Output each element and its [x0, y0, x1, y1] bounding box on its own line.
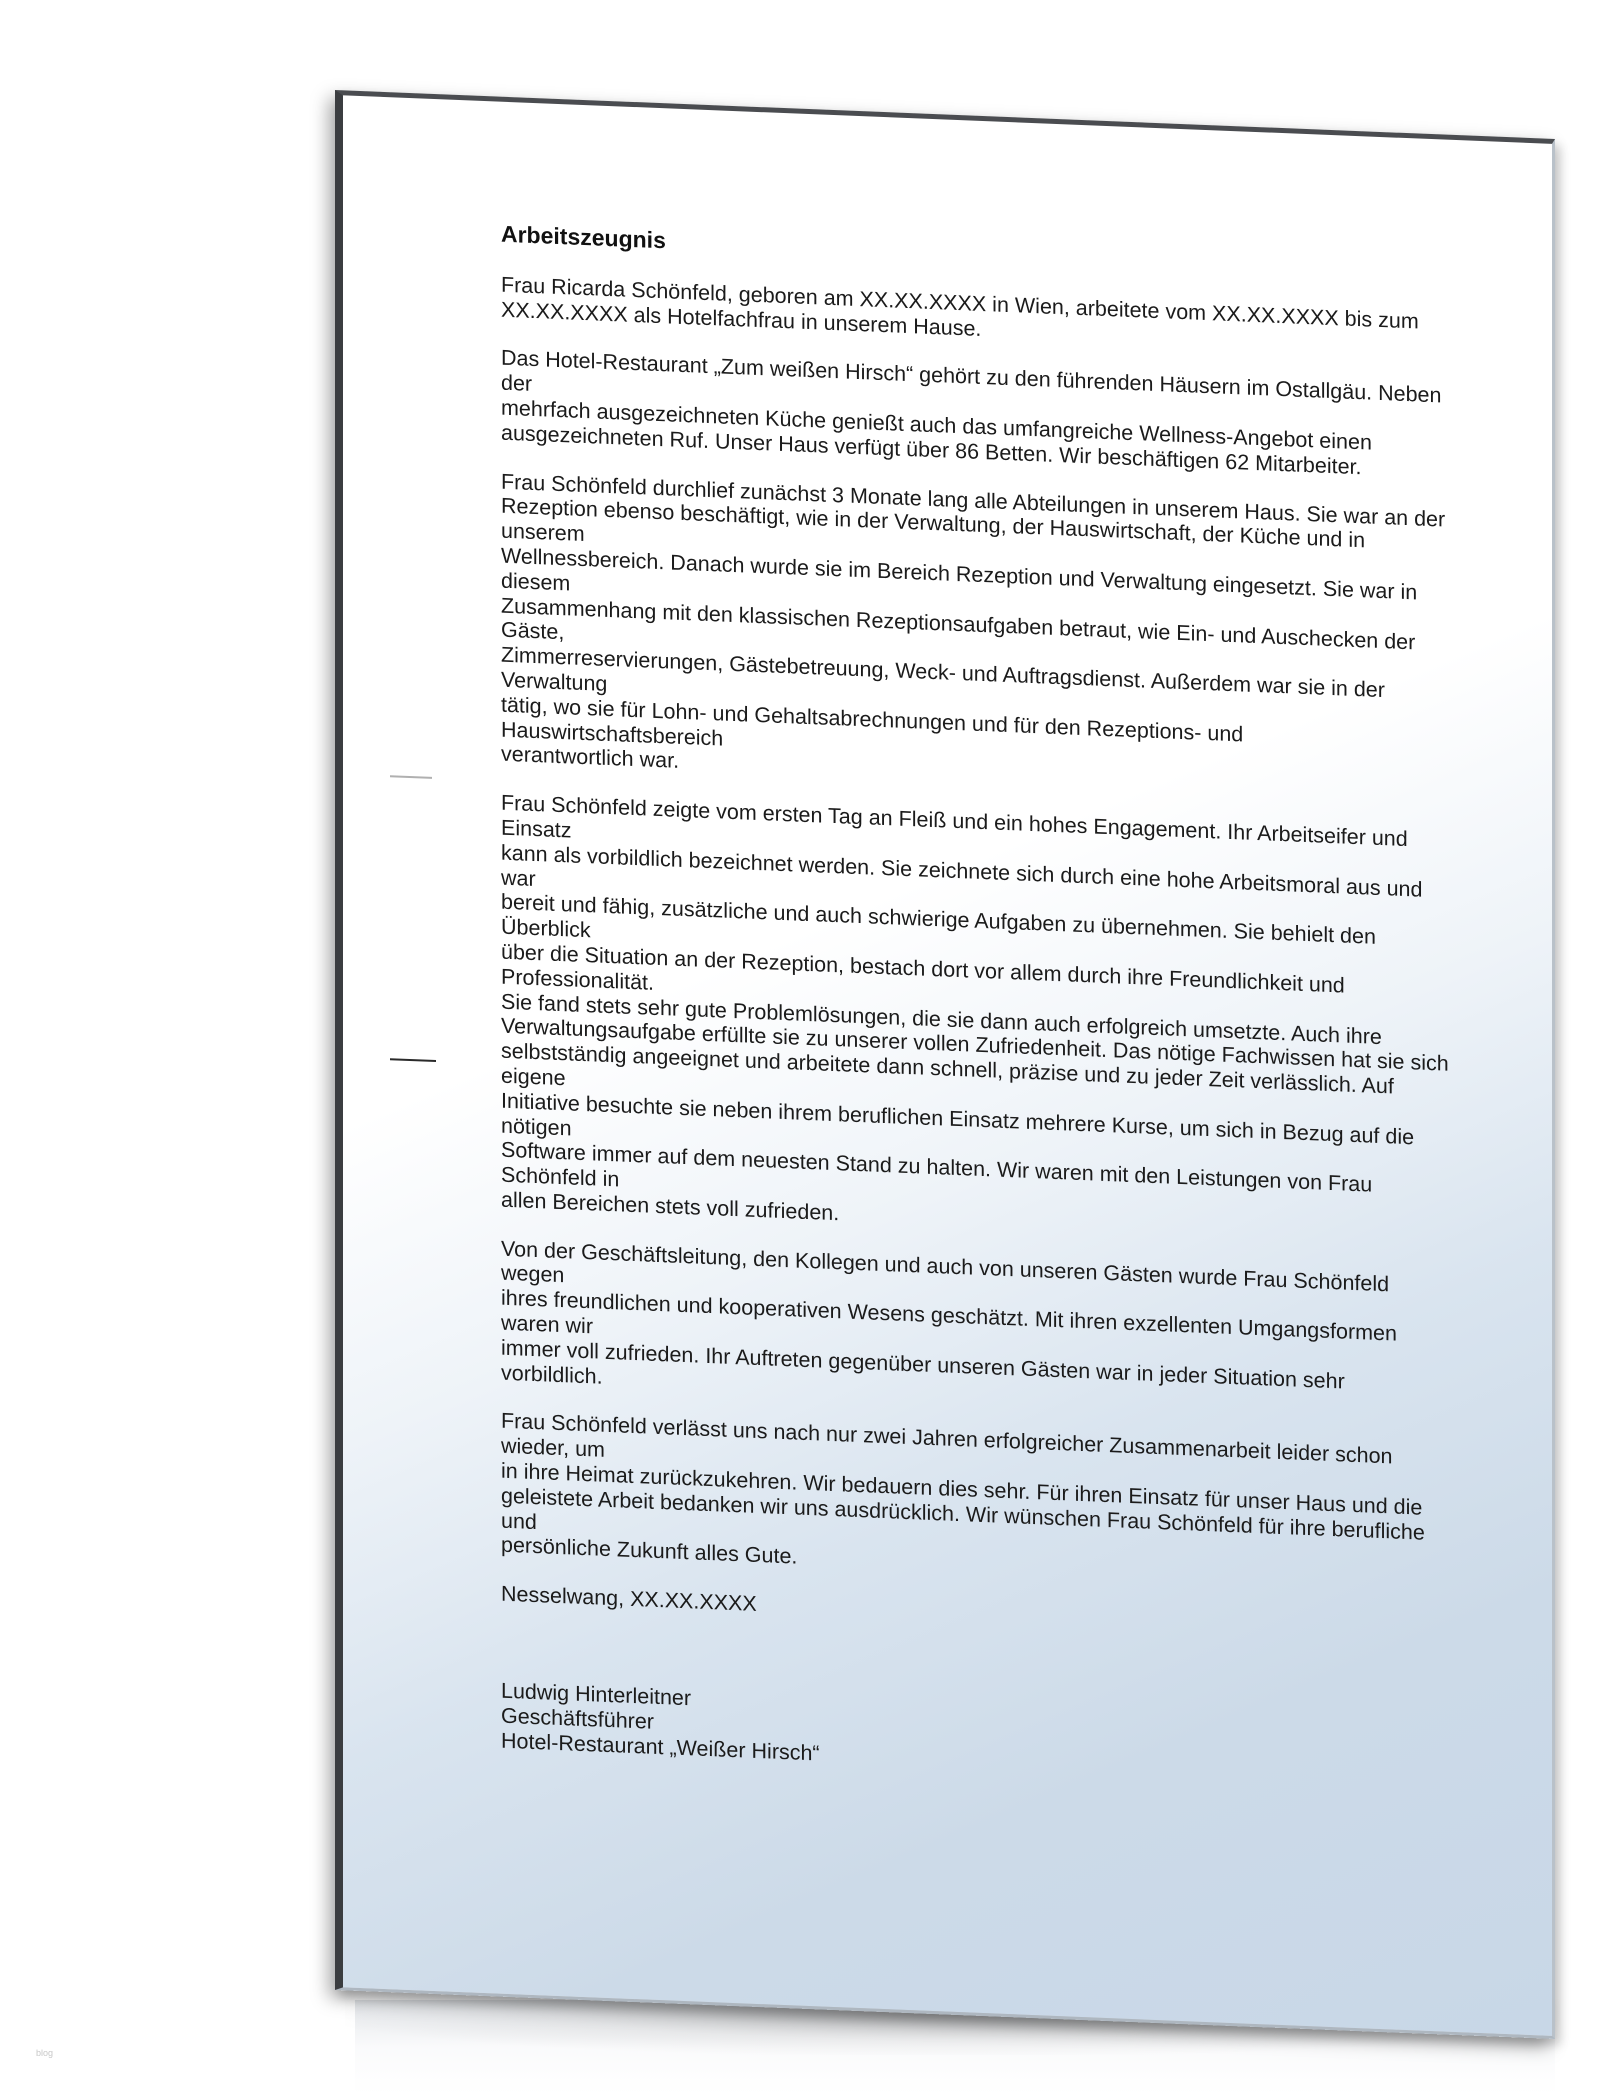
- paragraph-intro: Frau Ricarda Schönfeld, geboren am XX.XX.XXXX in Wien, arbeitete vom XX.XX.XXXX bis zum XX.XX.XXXX als Hotelfachfrau in unserem Hause.: [501, 272, 1419, 341]
- paragraph-performance: Frau Schönfeld zeigte vom ersten Tag an Fleiß und ein hohes Engagement. Ihr Arbeitseifer und Einsatz kann als vorbildlich bezeichnet werden. Sie zeichnete sich durch eine hohe Arbeitsmoral aus und war bereit und fähig, zusätzliche und auch schwierige Aufgaben zu übernehmen. Sie behielt den Überblick über die Situation an der Rezeption, bestach dort vor allem durch ihre Freundlichkeit und Professionalität. Sie fand stets sehr gute Problemlösungen, die sie dann auch erfolgreich umsetzte. Auch ihre Verwaltungsaufgabe erfüllte sie zu unserer vollen Zufriedenheit. Das nötige Fachwissen hat sie sich selbstständig angeeignet und arbeitete dann schnell, präzise und zu jeder Zeit verlässlich. Auf eigene Initiative besuchte sie neben ihrem beruflichen Einsatz mehrere Kurse, um sich in Bezug auf die nötigen Software immer auf dem neuesten Stand zu halten. Wir waren mit den Leistungen von Frau Schönfeld in allen Bereichen stets voll zufrieden.: [501, 790, 1449, 1226]
- signature-role: Geschäftsführer: [501, 1703, 654, 1734]
- watermark-text: blog: [36, 2048, 54, 2058]
- place-date: Nesselwang, XX.XX.XXXX: [501, 1581, 757, 1617]
- paragraph-duties: Frau Schönfeld durchlief zunächst 3 Monate lang alle Abteilungen in unserem Haus. Sie war an der Rezeption ebenso beschäftigt, wie in der Verwaltung, der Hauswirtschaft, der Küche und in unserem Wellnessbereich. Danach wurde sie im Bereich Rezeption und Verwaltung eingesetzt. Sie war in diesem Zusammenhang mit den klassischen Rezeptionsaufgaben betraut, wie Ein- und Auschecken der Gäste, Zimmerreservierungen, Gästebetreuung, Weck- und Auftragsdienst. Außerdem war sie in der Verwaltung tätig, wo sie für Lohn- und Gehaltsabrechnungen und für den Rezeptions- und Hauswirtschaftsbereich verantwortlich war.: [501, 469, 1446, 774]
- letter-body: [501, 222, 1451, 1792]
- paragraph-company: Das Hotel-Restaurant „Zum weißen Hirsch“ gehört zu den führenden Häusern im Ostallgäu. Neben der mehrfach ausgezeichneten Küche genießt auch das umfangreiche Wellness-Angebot einen ausgezeichneten Ruf. Unser Haus verfügt über 86 Betten. Wir beschäftigen 62 Mitarbeiter.: [501, 346, 1442, 480]
- document-page: [335, 90, 1555, 2039]
- signature-company: Hotel-Restaurant „Weißer Hirsch“: [501, 1728, 820, 1766]
- page-wrapper: [335, 90, 1565, 2059]
- document-title: Arbeitszeugnis: [501, 220, 666, 254]
- fold-mark-lower: [390, 1058, 436, 1062]
- fold-mark-upper: [390, 775, 432, 779]
- signature-name: Ludwig Hinterleitner: [501, 1678, 692, 1711]
- signature-block: [501, 1679, 1451, 1792]
- paragraph-closing: Frau Schönfeld verlässt uns nach nur zwei Jahren erfolgreicher Zusammenarbeit leider schon wieder, um in ihre Heimat zurückzukehren. Wir bedauern dies sehr. Für ihren Einsatz für unser Haus und die geleistete Arbeit bedanken wir uns ausdrücklich. Wir wünschen Frau Schönfeld für ihre berufliche und persönliche Zukunft alles Gute.: [501, 1409, 1425, 1570]
- paragraph-conduct: Von der Geschäftsleitung, den Kollegen und auch von unseren Gästen wurde Frau Schönfeld wegen ihres freundlichen und kooperativen Wesens geschätzt. Mit ihren exzellenten Umgangsformen waren wir immer voll zufrieden. Ihr Auftreten gegenüber unseren Gästen war in jeder Situation sehr vorbildlich.: [501, 1236, 1397, 1394]
